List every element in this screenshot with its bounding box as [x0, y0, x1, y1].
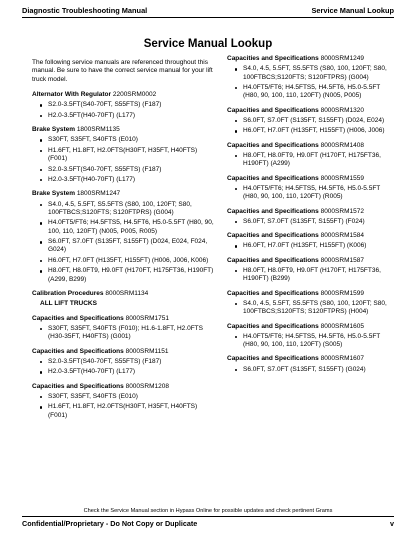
model-list	[227, 242, 397, 250]
section-heading	[32, 315, 214, 323]
manual-section	[32, 348, 214, 377]
section-manual-code: 8000SRM1151	[125, 347, 169, 355]
model-list	[32, 201, 214, 284]
header-rule	[22, 17, 394, 18]
page-footer	[22, 519, 394, 528]
model-list	[227, 152, 397, 169]
section-heading	[227, 175, 397, 183]
right-column	[227, 55, 397, 380]
model-list-item: S30FT, S35FT, S40FTS (E010)	[48, 393, 214, 401]
section-manual-code: 1800SRM1135	[76, 125, 120, 133]
section-heading	[227, 355, 397, 363]
model-list	[32, 358, 214, 377]
section-heading	[227, 257, 397, 265]
manual-section	[32, 383, 214, 420]
section-manual-code: 8000SRM1408	[320, 141, 364, 149]
section-name: Capacities and Specifications	[32, 347, 124, 355]
model-list-item: S2.0-3.5FT(S40-70FT, S55FTS) (F187)	[48, 358, 214, 366]
section-manual-code: 8000SRM1607	[320, 355, 364, 363]
footer-note: Check the Service Manual section in Hypass Online for possible updates and check pertinent Grams	[83, 508, 333, 514]
manual-section	[227, 257, 397, 284]
model-list	[227, 300, 397, 317]
section-heading	[32, 383, 214, 391]
model-list	[32, 101, 214, 120]
model-list	[227, 117, 397, 136]
model-list-item: H4.0FT5/FT6; H4.5FTS5, H4.5FT6, H5.0-5.5FT (H80, 90, 100, 110, 120FT) (N005, P005, R005)	[48, 219, 214, 235]
manual-section	[32, 190, 214, 284]
section-name: Capacities and Specifications	[227, 256, 319, 264]
section-heading	[32, 190, 214, 198]
model-list-item: H6.0FT, H7.0FT (H135FT, H155FT) (H006, J006)	[243, 127, 397, 135]
section-manual-code: 8000SRM1249	[320, 55, 364, 62]
model-list-item: S30FT, S35FT, S40FTS (F010); H1.6-1.8FT, H2.0FTS (H30-35FT, H40FTS) (G001)	[48, 325, 214, 342]
manual-section	[227, 208, 397, 227]
manual-section	[227, 323, 397, 350]
model-list	[32, 136, 214, 184]
model-list-item: S6.0FT, S7.0FT (S135FT, S155FT) (D024, E024)	[243, 117, 397, 125]
model-list-item: H2.0-3.5FT(H40-70FT) (L177)	[48, 368, 214, 376]
section-name: Calibration Procedures	[32, 290, 104, 298]
model-list	[227, 185, 397, 202]
section-heading	[227, 208, 397, 216]
section-heading	[227, 142, 397, 150]
manual-section	[227, 355, 397, 374]
model-list-item: H8.0FT, H8.0FT9, H9.0FT (H170FT, H175FT36, H190FT) (A299)	[243, 152, 397, 169]
model-list-item: H1.6FT, H1.8FT, H2.0FTS(H30FT, H35FT, H40FTS) (F001)	[48, 403, 214, 420]
section-name: Capacities and Specifications	[227, 55, 319, 62]
model-list-item: H8.0FT, H8.0FT9, H9.0FT (H170FT, H175FT36, H190FT) (A299, B299)	[48, 267, 214, 283]
section-name: Capacities and Specifications	[32, 382, 124, 390]
model-list-item: S2.0-3.5FT(S40-70FT, S55FTS) (F187)	[48, 166, 214, 174]
section-name: Capacities and Specifications	[227, 141, 319, 149]
model-list	[227, 267, 397, 284]
section-heading	[227, 232, 397, 240]
section-name: Capacities and Specifications	[227, 207, 319, 215]
section-manual-code: 1800SRM1247	[76, 190, 121, 198]
model-list-item: S30FT, S35FT, S40FTS (E010)	[48, 136, 214, 144]
manual-section	[227, 55, 397, 101]
manual-section	[227, 107, 397, 136]
page-number: v	[390, 519, 394, 528]
manual-section	[32, 290, 214, 309]
manual-section	[32, 315, 214, 342]
model-list-item: H4.0FT5/FT6; H4.5FTS5, H4.5FT6, H5.0-5.5FT (H80, 90, 100, 110, 120FT) (R005)	[243, 185, 397, 202]
section-manual-code: 8000SRM1559	[320, 174, 364, 182]
section-name: Capacities and Specifications	[227, 322, 319, 330]
section-name: Capacities and Specifications	[227, 355, 319, 363]
section-manual-code: 8000SRM1584	[320, 232, 364, 240]
footer-rule	[22, 516, 394, 517]
manual-section	[227, 232, 397, 251]
model-list-item: S4.0, 4.5, 5.5FT, S5.5FTS (S80, 100, 120FT; S80, 100FTBCS;S120FTS; S120FTPRS) (G004)	[243, 65, 397, 82]
model-list	[227, 366, 397, 374]
section-manual-code: 2200SRM0002	[112, 90, 157, 98]
section-manual-code: 8000SRM1320	[320, 106, 364, 114]
section-heading	[32, 91, 214, 99]
confidential-notice: Confidential/Proprietary - Do Not Copy or Duplicate	[22, 519, 198, 528]
model-list-item: H6.0FT, H7.0FT (H135FT, H155FT) (H006, J006, K006)	[48, 257, 214, 265]
section-name: Brake System	[32, 125, 75, 133]
model-list	[227, 333, 397, 350]
manual-section	[227, 175, 397, 202]
model-list	[227, 65, 397, 100]
model-list-item: H8.0FT, H8.0FT9, H9.0FT (H170FT, H175FT36, H190FT) (B299)	[243, 267, 397, 284]
page-title: Service Manual Lookup	[143, 38, 273, 50]
header-manual-name: Diagnostic Troubleshooting Manual	[22, 6, 148, 15]
manual-section	[227, 142, 397, 169]
section-name: Capacities and Specifications	[227, 232, 319, 240]
model-list	[32, 325, 214, 342]
header-section-name: Service Manual Lookup	[311, 6, 394, 15]
model-list-item: S4.0, 4.5, 5.5FT, S5.5FTS (S80, 100, 120FT; S80, 100FTBCS;S120FTS; S120FTPRS) (G004)	[48, 201, 214, 218]
section-name: Brake System	[32, 190, 75, 198]
section-heading	[32, 348, 214, 356]
section-heading	[227, 290, 397, 298]
section-heading	[32, 290, 214, 298]
section-manual-code: 8000SRM1572	[320, 207, 364, 215]
section-name: Capacities and Specifications	[32, 314, 124, 322]
section-manual-code: 8000SRM1605	[320, 322, 364, 330]
manual-section	[227, 290, 397, 317]
model-list-item: H1.6FT, H1.8FT, H2.0FTS(H30FT, H35FT, H40FTS) (F001)	[48, 147, 214, 164]
model-list-item: H2.0-3.5FT(H40-70FT) (L177)	[48, 112, 214, 120]
page-header	[22, 6, 394, 15]
section-subheading: ALL LIFT TRUCKS	[40, 300, 97, 308]
model-list-item: S6.0FT, S7.0FT (S135FT, S155FT) (F024)	[243, 218, 397, 226]
model-list-item: S6.0FT, S7.0FT (S135FT, S155FT) (D024, E024, F024, G024)	[48, 238, 214, 255]
section-manual-code: 8000SRM1208	[125, 382, 169, 390]
model-list-item: S4.0, 4.5, 5.5FT, S5.5FTS (S80, 100, 120FT; S80, 100FTBCS;S120FTS; S120FTPRS) (H004)	[243, 300, 397, 317]
manual-section	[32, 126, 214, 184]
model-list-item: S6.0FT, S7.0FT (S135FT, S155FT) (G024)	[243, 366, 397, 374]
model-list-item: H4.0FT5/FT6; H4.5FTS5, H4.5FT6, H5.0-5.5FT (H80, 90, 100, 110, 120FT) (N005, P005)	[243, 84, 397, 101]
section-name: Alternator With Regulator	[32, 90, 112, 98]
section-heading	[32, 126, 214, 134]
section-manual-code: 8000SRM1751	[125, 314, 169, 322]
section-name: Capacities and Specifications	[227, 289, 319, 297]
section-name: Capacities and Specifications	[227, 174, 319, 182]
left-column	[32, 59, 214, 426]
model-list-item: H6.0FT, H7.0FT (H135FT, H155FT) (K006)	[243, 242, 397, 250]
manual-section	[32, 91, 214, 120]
section-manual-code: 8000SRM1599	[320, 289, 364, 297]
model-list	[227, 218, 397, 226]
intro-paragraph: The following service manuals are referenced throughout this manual. Be sure to have the correct service manual for your lift truck model.	[32, 59, 213, 83]
model-list-item: H4.0FT5/FT6; H4.5FTS5, H4.5FT6, H5.0-5.5FT (H80, 90, 100, 110, 120FT) (S005)	[243, 333, 397, 350]
section-manual-code: 8000SRM1587	[320, 256, 364, 264]
section-manual-code: 8000SRM1134	[105, 290, 149, 298]
model-list-item: H2.0-3.5FT(H40-70FT) (L177)	[48, 176, 214, 184]
model-list	[32, 393, 214, 420]
section-heading	[227, 55, 397, 63]
model-list-item: S2.0-3.5FT(S40-70FT, S55FTS) (F187)	[48, 101, 214, 109]
section-heading	[227, 323, 397, 331]
section-name: Capacities and Specifications	[227, 106, 319, 114]
section-heading	[227, 107, 397, 115]
